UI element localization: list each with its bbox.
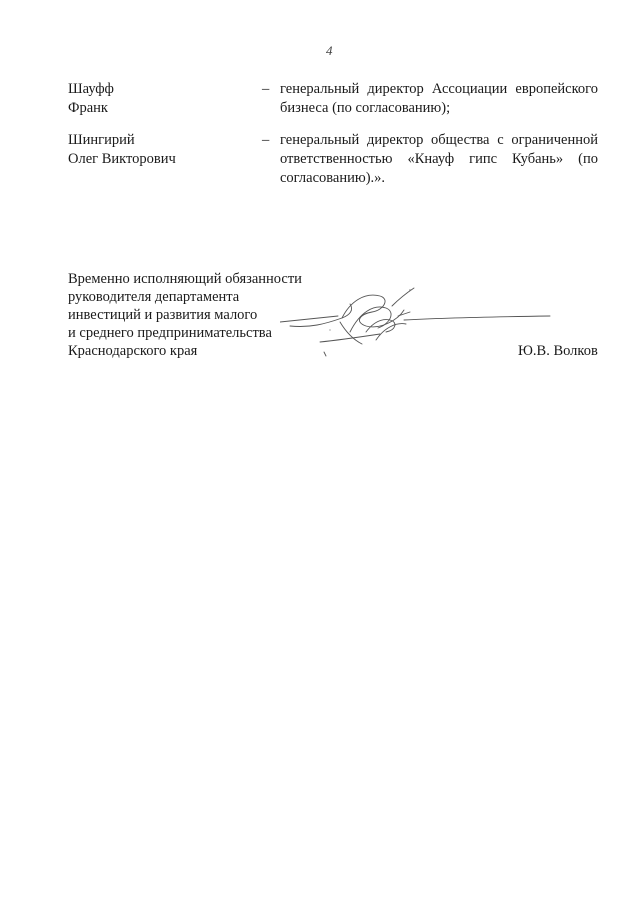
member-given-name: Олег Викторович	[68, 151, 176, 167]
member-dash: –	[262, 132, 270, 148]
position-line: Временно исполняющий обязанности	[68, 271, 302, 287]
member-surname: Шингирий	[68, 132, 135, 148]
member-dash: –	[262, 81, 270, 97]
page-number: 4	[326, 43, 333, 58]
member-description: генеральный директор Ассоциации европейского бизнеса (по согласованию);	[280, 81, 598, 116]
position-line: руководителя департамента	[68, 289, 240, 305]
member-description: генеральный директор общества с ограниченной ответственностью «Кнауф гипс Кубань» (по согласованию).».	[280, 132, 598, 186]
signer-name: Ю.В. Волков	[518, 343, 598, 359]
member-given-name: Франк	[68, 100, 108, 116]
member-name	[68, 80, 248, 118]
position-line: Краснодарского края	[68, 343, 198, 359]
member-surname: Шауфф	[68, 81, 114, 97]
position-line: инвестиций и развития малого	[68, 307, 258, 323]
signatory-position	[68, 270, 302, 360]
member-name	[68, 131, 248, 169]
position-line: и среднего предпринимательства	[68, 325, 272, 341]
